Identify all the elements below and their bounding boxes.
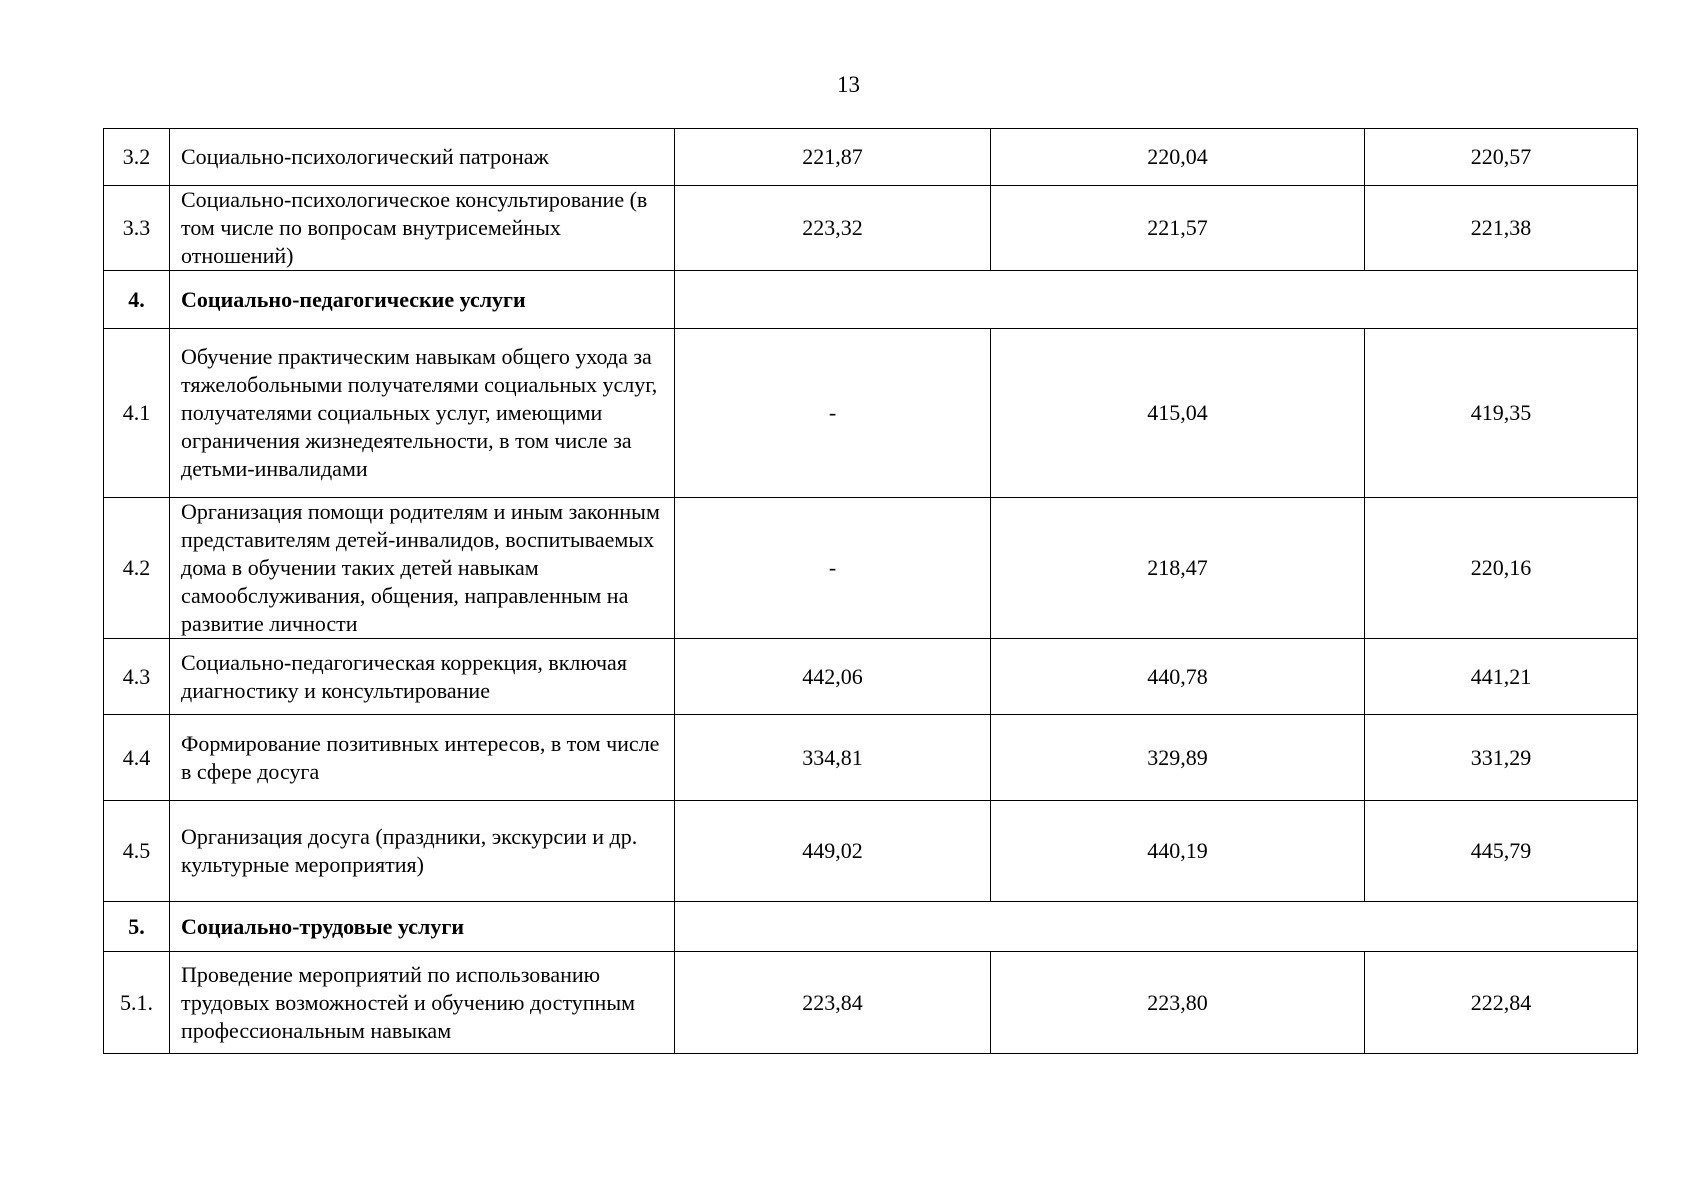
value-cell: 419,35 — [1365, 329, 1638, 498]
value-cell: 334,81 — [675, 715, 991, 801]
table-row — [104, 952, 1638, 1054]
row-number: 4.5 — [104, 801, 170, 902]
table-row — [104, 329, 1638, 498]
value-cell: 222,84 — [1365, 952, 1638, 1054]
table-row — [104, 186, 1638, 271]
service-name: Социально-психологическое консультирование (в том числе по вопросам внутрисемейных отношений) — [170, 186, 675, 271]
value-cell: 440,19 — [991, 801, 1365, 902]
section-empty-cell — [675, 271, 1638, 329]
row-number: 4.1 — [104, 329, 170, 498]
row-number: 3.2 — [104, 129, 170, 186]
service-name: Обучение практическим навыкам общего ухода за тяжелобольными получателями социальных услуг, получателями социальных услуг, имеющими ограничения жизнедеятельности, в том числе за детьми-инвалидами — [170, 329, 675, 498]
service-name: Социально-психологический патронаж — [170, 129, 675, 186]
value-cell: - — [675, 329, 991, 498]
value-cell: 415,04 — [991, 329, 1365, 498]
table-row — [104, 639, 1638, 715]
service-name: Проведение мероприятий по использованию трудовых возможностей и обучению доступным профессиональным навыкам — [170, 952, 675, 1054]
service-name: Социально-педагогическая коррекция, включая диагностику и консультирование — [170, 639, 675, 715]
value-cell: 223,84 — [675, 952, 991, 1054]
value-cell: 218,47 — [991, 498, 1365, 639]
value-cell: 223,32 — [675, 186, 991, 271]
value-cell: 329,89 — [991, 715, 1365, 801]
services-table — [103, 128, 1638, 1054]
value-cell: 440,78 — [991, 639, 1365, 715]
value-cell: 445,79 — [1365, 801, 1638, 902]
table-row — [104, 801, 1638, 902]
table-row — [104, 498, 1638, 639]
section-empty-cell — [675, 902, 1638, 952]
row-number: 3.3 — [104, 186, 170, 271]
table-row — [104, 715, 1638, 801]
value-cell: - — [675, 498, 991, 639]
page-number: 13 — [837, 72, 860, 97]
section-number: 5. — [104, 902, 170, 952]
value-cell: 442,06 — [675, 639, 991, 715]
service-name: Формирование позитивных интересов, в том числе в сфере досуга — [170, 715, 675, 801]
section-row — [104, 902, 1638, 952]
section-title: Социально-трудовые услуги — [170, 902, 675, 952]
table-row — [104, 129, 1638, 186]
row-number: 4.3 — [104, 639, 170, 715]
value-cell: 221,87 — [675, 129, 991, 186]
section-title: Социально-педагогические услуги — [170, 271, 675, 329]
section-row — [104, 271, 1638, 329]
value-cell: 221,57 — [991, 186, 1365, 271]
value-cell: 220,57 — [1365, 129, 1638, 186]
row-number: 4.4 — [104, 715, 170, 801]
value-cell: 223,80 — [991, 952, 1365, 1054]
value-cell: 220,16 — [1365, 498, 1638, 639]
value-cell: 220,04 — [991, 129, 1365, 186]
value-cell: 441,21 — [1365, 639, 1638, 715]
row-number: 4.2 — [104, 498, 170, 639]
value-cell: 449,02 — [675, 801, 991, 902]
value-cell: 331,29 — [1365, 715, 1638, 801]
service-name: Организация досуга (праздники, экскурсии и др. культурные мероприятия) — [170, 801, 675, 902]
section-number: 4. — [104, 271, 170, 329]
service-name: Организация помощи родителям и иным законным представителям детей-инвалидов, воспитываемых дома в обучении таких детей навыкам самообслуживания, общения, направленным на развитие личности — [170, 498, 675, 639]
row-number: 5.1. — [104, 952, 170, 1054]
value-cell: 221,38 — [1365, 186, 1638, 271]
